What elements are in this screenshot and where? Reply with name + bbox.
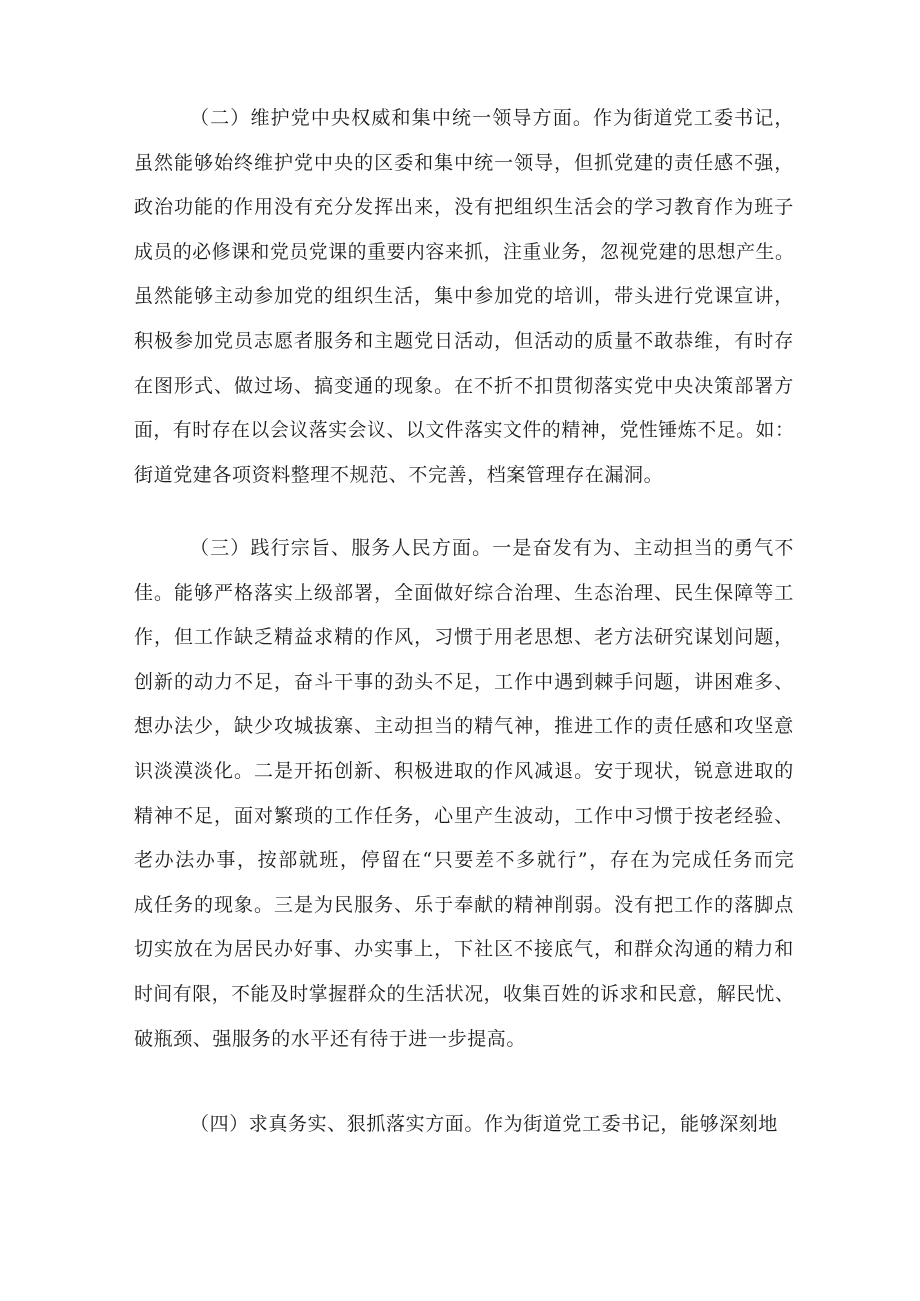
text-line: 时间有限，不能及时掌握群众的生活状况，收集百姓的诉求和民意，解民忧、 xyxy=(134,983,795,1005)
text-line: 虽然能够主动参加党的组织生活，集中参加党的培训，带头进行党课宣讲， xyxy=(134,285,795,308)
text-line: 在图形式、做过场、搞变通的现象。在不折不扣贯彻落实党中央决策部署方 xyxy=(134,374,795,397)
text-line: 创新的动力不足，奋斗干事的劲头不足，工作中遇到棘手问题，讲困难多、 xyxy=(134,670,795,693)
text-line: 老办法办事，按部就班，停留在“只要差不多就行”，存在为完成任务而完 xyxy=(134,849,796,872)
text-line: （二）维护党中央权威和集中统一领导方面。作为街道党工委书记， xyxy=(190,107,795,129)
text-line: 精神不足，面对繁琐的工作任务，心里产生波动，工作中习惯于按老经验、 xyxy=(134,804,795,827)
text-line: （三）践行宗旨、服务人民方面。一是奋发有为、主动担当的勇气不 xyxy=(190,537,795,559)
text-line: 成员的必修课和党员党课的重要内容来抓，注重业务，忽视党建的思想产生。 xyxy=(134,240,795,263)
text-line: 切实放在为居民办好事、办实事上，下社区不接底气，和群众沟通的精力和 xyxy=(134,938,795,961)
text-line: 积极参加党员志愿者服务和主题党日活动，但活动的质量不敢恭维，有时存 xyxy=(134,330,795,352)
text-line: 政治功能的作用没有充分发挥出来，没有把组织生活会的学习教育作为班子 xyxy=(134,196,795,219)
text-line: 佳。能够严格落实上级部署，全面做好综合治理、生态治理、民生保障等工 xyxy=(134,581,795,604)
text-line: 街道党建各项资料整理不规范、不完善，档案管理存在漏洞。 xyxy=(134,463,664,486)
text-line: 面，有时存在以会议落实会议、以文件落实文件的精神，党性锤炼不足。如： xyxy=(134,419,795,442)
text-line: 虽然能够始终维护党中央的区委和集中统一领导，但抓党建的责任感不强， xyxy=(134,151,795,174)
text-line: （四）求真务实、狠抓落实方面。作为街道党工委书记，能够深刻地 xyxy=(190,1113,779,1135)
text-line: 成任务的现象。三是为民服务、乐于奉献的精神削弱。没有把工作的落脚点 xyxy=(134,893,795,916)
text-line: 识淡漠淡化。二是开拓创新、积极进取的作风减退。安于现状，锐意进取的 xyxy=(134,760,795,782)
text-line: 作，但工作缺乏精益求精的作风，习惯于用老思想、老方法研究谋划问题， xyxy=(134,626,795,649)
text-line: 想办法少，缺少攻城拔寨、主动担当的精气神，推进工作的责任感和攻坚意 xyxy=(134,715,795,738)
text-line: 破瓶颈、强服务的水平还有待于进一步提高。 xyxy=(134,1027,527,1050)
